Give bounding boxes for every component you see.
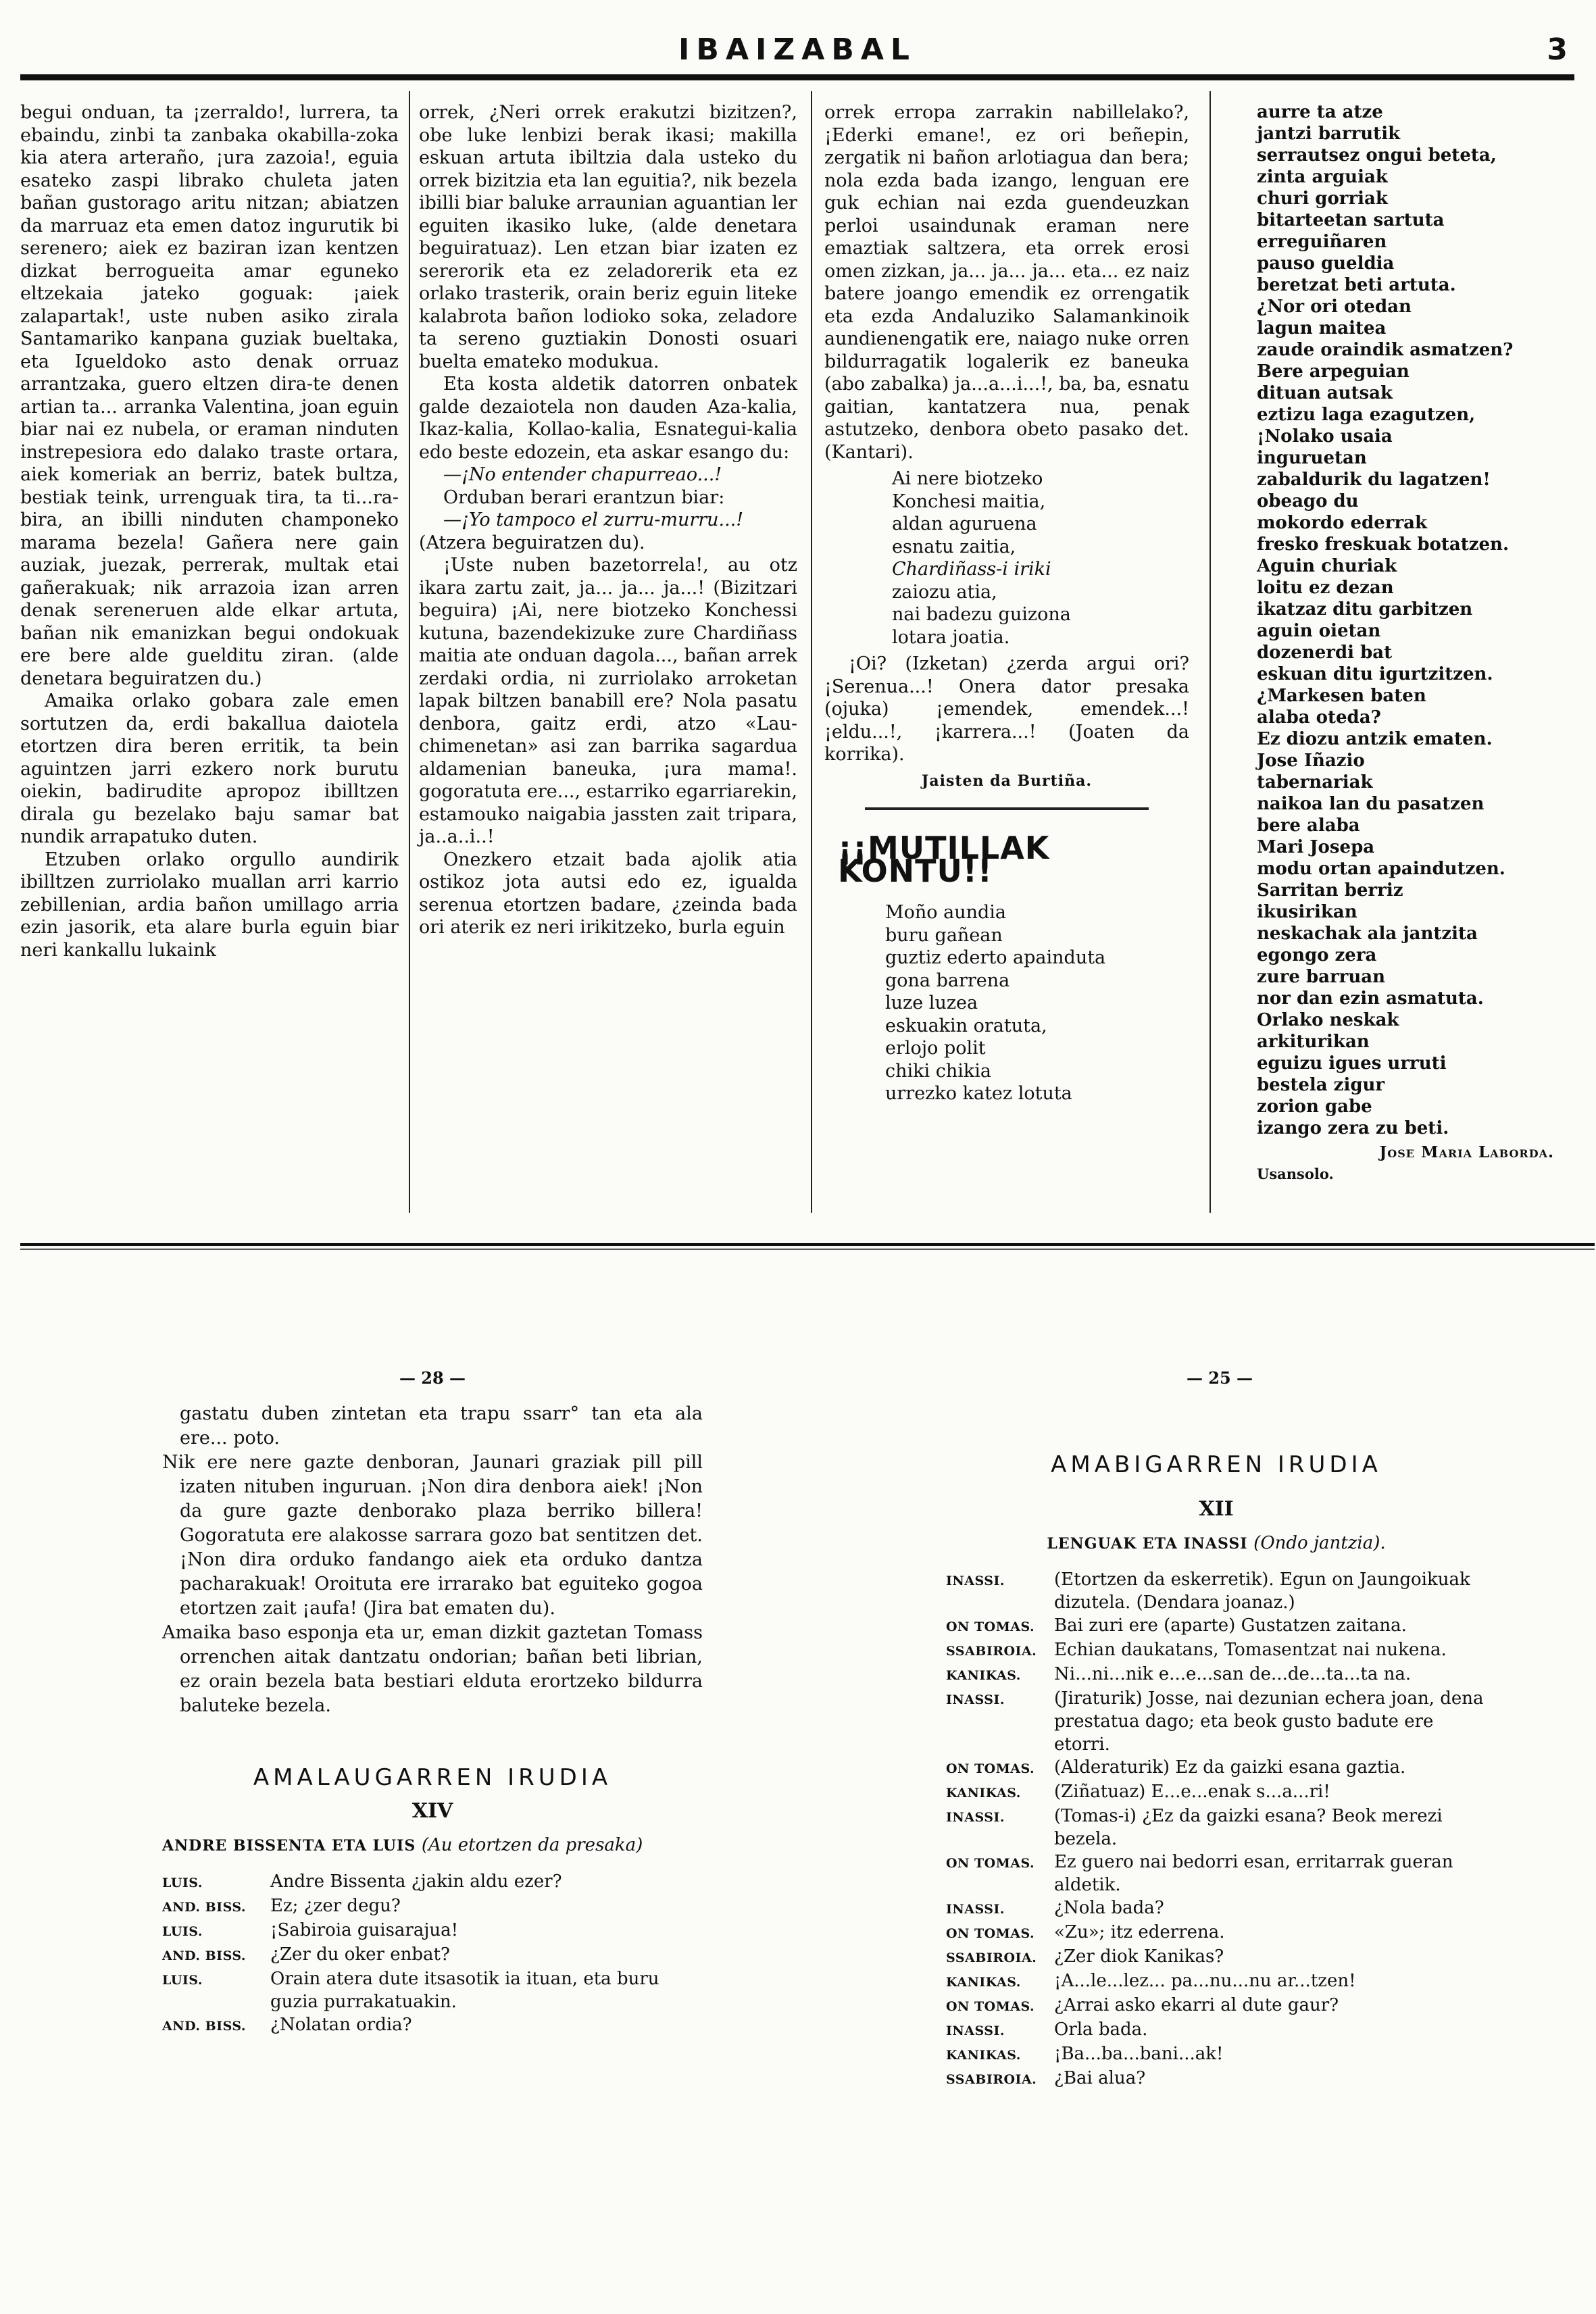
- verse-line: Mari Josepa: [1257, 837, 1375, 857]
- verse-line: alaba oteda?: [1257, 707, 1381, 728]
- verse-line: Aguin churiak: [1257, 556, 1397, 576]
- dialog-row: [946, 1896, 1487, 1921]
- speech-text: Echian daukatans, Tomasentzat nai nukena.: [1054, 1640, 1447, 1660]
- speaker-name: AND. BISS.: [162, 1900, 247, 1915]
- speaker-name: ON TOMAS.: [946, 1999, 1035, 2014]
- stage-direction: Jaisten da Burtiña.: [921, 772, 1093, 790]
- verse-line: dozenerdi bat: [1257, 643, 1393, 663]
- page-bottom-rule: [20, 1243, 1595, 1246]
- verse-line: zure barruan: [1257, 967, 1386, 987]
- dialog-row: [946, 1663, 1487, 1687]
- dialog-line: —¡Yo tampoco el zurru-murru...!: [443, 509, 744, 530]
- verse-line: lotara joatia.: [892, 626, 1010, 648]
- dialog-row: [946, 2018, 1487, 2042]
- speaker-name: SSABIROIA.: [946, 1951, 1037, 1965]
- verse-line: ikusirikan: [1257, 902, 1357, 922]
- scene-number: XII: [1199, 1497, 1234, 1521]
- speaker-name: AND. BISS.: [162, 2019, 247, 2034]
- paragraph: orrek erropa zarrakin nabillelako?, ¡Ederki emane!, ez ori beñepin, zergatik ni bañon arlotiagua dan bera; nola ezda bada izango, lenguan ere guk echian nai ezda guendeuzkan perloi usaindunak eraman nere emaztiak saltzera, eta orrek erosi omen zizkan, ja... ja... ja... eta... ez naiz batere joango emendik ez orrengatik eta ezda Andaluziko Salamankinoik aundienengatik ere, naiago nuke orren bildurragatik logalerik ez baneuka (abo zabalka) ja...a...i...!, ba, ba, esnatu gaitian, kantatzera nua, penak astutzeko, denbora obeto pasako det. (Kantari).: [824, 102, 1189, 463]
- left-page: [162, 1402, 703, 2038]
- poem-author: Jose Maria Laborda.: [1379, 1143, 1554, 1161]
- stage-note: (Ondo jantzia).: [1253, 1533, 1386, 1553]
- speaker-name: SSABIROIA.: [946, 1644, 1037, 1659]
- left-page-number: — 28 —: [399, 1368, 466, 1388]
- verse-line: tabernariak: [1257, 772, 1373, 793]
- poem-title: ¡¡MUTILLAK KONTU!!: [838, 830, 1050, 889]
- verse-line: ikatzaz ditu garbitzen: [1257, 599, 1473, 620]
- verse-line: guztiz ederto apainduta: [885, 947, 1106, 968]
- speaker-name: ON TOMAS.: [946, 1761, 1035, 1776]
- dialog-row: [946, 1851, 1487, 1896]
- paragraph: Eta kosta aldetik datorren onbatek galde dezaiotela non dauden Aza-kalia, Ikaz-kalia, Kollao-kalia, Esnategui-kalia edo beste edozein, eta askar esango du:: [419, 374, 797, 463]
- paragraph: Etzuben orlako orgullo aundirik ibilltzen zurriolako muallan arri karrio zebillenian, ardia bañon umillago arria ezin jasorik, eta alare burla eguin biar neri kankallu lukaink: [20, 849, 399, 961]
- stage-note: (Au etortzen da presaka): [421, 1835, 643, 1855]
- verse-line: Konchesi maitia,: [892, 491, 1046, 512]
- speech-text: ¿Nola bada?: [1054, 1898, 1164, 1918]
- speech-text: ¿Nolatan ordia?: [270, 2015, 412, 2035]
- verse-line: neskachak ala jantzita: [1257, 924, 1478, 944]
- speaker-name: ON TOMAS.: [946, 1619, 1035, 1634]
- paragraph: Amaika orlako gobara zale emen sortutzen da, erdi bakallua daiotela etortzen dira beren erritik, ta bein aguintzen jarri ezkero nork burutu oiekin, badirudite apropoz ibilltzen dirala gu bezelako baju samar bat nundik arrapatuko duten.: [20, 690, 399, 847]
- verse-line: beretzat beti artuta.: [1257, 275, 1456, 295]
- paragraph: Onezkero etzait bada ajolik atia ostikoz jota autsi edo ez, igualda serenua etortzen badare, ¿zeinda bada ori aterik ez neri irikitzeko, burla eguin: [419, 849, 797, 938]
- verse-line: pauso gueldia: [1257, 253, 1395, 274]
- verse-line: loitu ez dezan: [1257, 578, 1394, 598]
- speaker-name: INASSI.: [946, 1574, 1005, 1588]
- speech-text: ¿Zer diok Kanikas?: [1054, 1946, 1224, 1967]
- verse-line: Sarritan berriz: [1257, 880, 1403, 901]
- speaker-name: SSABIROIA.: [946, 2072, 1037, 2087]
- verse-line: eztizu laga ezagutzen,: [1257, 405, 1476, 425]
- paragraph: orrek, ¿Neri orrek erakutzi bizitzen?, obe luke lenbizi berak ikasi; makilla eskuan artuta ibiltzia dala usteko du orrek bizitzia eta lan eguitia?, nik bezela ibilli biar baluke arraunian aguantian ler eguiten ikasiko luke, (alde denetara beguiratuaz). Len etzan biar izaten ez sererorik eta ez zeladorerik eta ez orlako trasterik, orain beriz eguin liteke kalabrota bañon lodioko soka, zeladore ta sereno guztiakin Donosti osuari buelta emateko modukua.: [419, 102, 797, 372]
- dialog-row: [162, 1943, 703, 1967]
- speech-text: (Jiraturik) Josse, nai dezunian echera joan, dena prestatua dago; eta beok gusto badute ere etorri.: [1054, 1688, 1484, 1755]
- speaker-name: KANIKAS.: [946, 1975, 1021, 1990]
- verse-line: erlojo polit: [885, 1038, 986, 1059]
- column-divider: [1210, 91, 1211, 1213]
- verse-line: eskuakin oratuta,: [885, 1015, 1047, 1036]
- verse-line: eguizu igues urruti: [1257, 1053, 1447, 1074]
- speech-text: Ni...ni...nik e...e...san de...de...ta...ta na.: [1054, 1664, 1412, 1684]
- section-divider: [865, 807, 1149, 810]
- speaker-name: INASSI.: [946, 2023, 1005, 2038]
- dialog-row: [946, 1945, 1487, 1969]
- speaker-name: ON TOMAS.: [946, 1856, 1035, 1871]
- song-verse: [892, 468, 1189, 649]
- paragraph: Orduban berari erantzun biar:: [443, 486, 725, 508]
- dialog-table: [946, 1568, 1487, 2091]
- speaker-name: KANIKAS.: [946, 2048, 1021, 2063]
- verse-line: nai badezu guizona: [892, 604, 1071, 625]
- verse-line: churi gorriak: [1257, 188, 1388, 209]
- column-3: [824, 101, 1189, 1105]
- poem-continuation: [1257, 101, 1554, 1139]
- speech-text: Ez guero nai bedorri esan, erritarrak gueran aldetik.: [1054, 1852, 1453, 1895]
- verse-line: bestela zigur: [1257, 1075, 1385, 1095]
- dialog-row: [946, 1921, 1487, 1945]
- speaker-name: KANIKAS.: [946, 1786, 1021, 1801]
- newspaper-title: IBAIZABAL: [678, 32, 916, 67]
- speech-text: «Zu»; itz ederrena.: [1054, 1922, 1225, 1942]
- verse-line: fresko freskuak botatzen.: [1257, 534, 1510, 555]
- speaker-name: LUIS.: [162, 1876, 203, 1890]
- right-page: [946, 1453, 1487, 2091]
- paragraph: Amaika baso esponja eta ur, eman dizkit gaztetan Tomass orrenchen aitak dantzatu ondorian; bañan beti librian, ez orain bezela bata bestiari elduta erortzeko bildurra baluteke bezela.: [162, 1622, 703, 1716]
- verse-line: modu ortan apaindutzen.: [1257, 859, 1505, 879]
- dialog-row: [162, 1894, 703, 1919]
- stage-heading: [946, 1531, 1487, 1556]
- verse-line: luze luzea: [885, 992, 978, 1013]
- page-bottom-rule-thin: [20, 1249, 1595, 1250]
- paragraph: gastatu duben zintetan eta trapu ssarr° tan eta ala ere... poto.: [180, 1403, 703, 1449]
- dialog-row: [162, 1870, 703, 1894]
- dialog-row: [946, 1638, 1487, 1663]
- paragraph: begui onduan, ta ¡zerraldo!, lurrera, ta ebaindu, zinbi ta zanbaka okabilla-zoka kia atera arteraño, ¡ura zazoia!, eguia esateko zaspi librako chuleta jaten bañan gustorago aritu nitzan; abiatzen da marruaz eta emen datoz ingurutik bi serenero; aiek ez baziran izan kentzen dizkat berrogueita amar eguneko eltzekaia jateko goguak: ¡aiek zalapartak!, uste nuben asiko zirala Santamariko kanpana guziak bueltaka, eta Igueldoko asto denak orruaz arrantzaka, guero eltzen dira-te denen artian ta... arranka Valentina, joan eguin biar nai ez nubela, or eraman ninduten instrepesiora edo dalako traste ortara, aiek komeriak an berriz, batek bultza, bestiak teink, urrenguak tira, ta ti...ra-bira, an ibilli ninduten champoneko marama bezela! Gañera nere gain auziak, juezak, perrerak, multak etai gañerakuak; nik arrazoia izan arren denak sereneruen alde elkar artuta, bañan nik emanizkan begui ondokuak ere bere alde guelditu ziran. (alde denetara beguiratzen du.): [20, 102, 399, 689]
- scene-number: XIV: [412, 1799, 453, 1823]
- poem-body: [885, 901, 1189, 1105]
- paragraph: Nik ere nere gazte denboran, Jaunari graziak pill pill izaten nituben inguruan. ¡Non dira denbora aiek! ¡Non da gure gazte denborako plaza berriko billera! Gogoratuta ere alakosse sarrara gozo bat sentitzen det. ¡Non dira orduko fandango aiek eta orduko dantza pacharakuak! Oroituta ere irrarako bat eguiteko gogoa etortzen zait ¡aufa! (Jira bat ematen du).: [162, 1452, 703, 1619]
- verse-line: eskuan ditu igurtzitzen.: [1257, 664, 1493, 684]
- verse-line: arkiturikan: [1257, 1032, 1370, 1052]
- verse-line: Bere arpeguian: [1257, 361, 1410, 382]
- verse-line: serrautsez ongui beteta,: [1257, 145, 1497, 166]
- verse-line: zaiozu atia,: [892, 581, 997, 603]
- verse-line: bitarteetan sartuta: [1257, 210, 1445, 230]
- speaker-name: INASSI.: [946, 1692, 1005, 1707]
- verse-line: Orlako neskak: [1257, 1010, 1399, 1030]
- dialog-table: [162, 1870, 703, 2038]
- dialog-row: [946, 1969, 1487, 1994]
- header-rule: [20, 74, 1574, 80]
- page-number: 3: [1547, 32, 1568, 67]
- verse-line: nor dan ezin asmatuta.: [1257, 988, 1484, 1009]
- paragraph: (Atzera beguiratzen du).: [419, 532, 645, 553]
- speaker-name: ON TOMAS.: [946, 1926, 1035, 1941]
- speech-text: ¿Bai alua?: [1054, 2068, 1146, 2088]
- verse-line: zorion gabe: [1257, 1097, 1372, 1117]
- speech-text: Andre Bissenta ¿jakin aldu ezer?: [270, 1871, 562, 1892]
- verse-line: gona barrena: [885, 970, 1010, 991]
- verse-line: zinta arguiak: [1257, 167, 1388, 187]
- dialog-row: [946, 1687, 1487, 1756]
- verse-line: buru gañean: [885, 924, 1003, 946]
- dialog-row: [946, 1805, 1487, 1851]
- page-header: [20, 32, 1574, 73]
- verse-line: naikoa lan du pasatzen: [1257, 794, 1485, 814]
- verse-line: esnatu zaitia,: [892, 536, 1016, 557]
- verse-line: izango zera zu beti.: [1257, 1118, 1449, 1138]
- verse-line: Chardiñass-i iriki: [892, 559, 1051, 580]
- verse-line: lagun maitea: [1257, 318, 1387, 338]
- right-page-number: — 25 —: [1186, 1368, 1253, 1388]
- paragraph: ¡Uste nuben bazetorrela!, au otz ikara zartu zait, ja... ja... ja...! (Bizitzari beguira) ¡Ai, nere biotzeko Konchessi kutuna, bazendekizuke zure Chardiñass maitia ate onduan dagola..., bañan arrek zerdaki ordia, ni zurriolako arroketan lapak biltzen banabill ere? Nola pasatu denbora, gaitz erdi, atzo «Lau-chimenetan» asi zan barrika sagardua aldamenian baneuka, ¡ura mama!. gogoratuta ere..., estarriko egarriarekin, estamouko naigabia jassten zait tripara, ja..a..i..!: [419, 555, 797, 847]
- verse-line: jantzi barrutik: [1257, 124, 1401, 144]
- paragraph: ¡Oi? (Izketan) ¿zerda argui ori? ¡Serenua...! Onera dator presaka (ojuka) ¡emendek, emendek...! ¡eldu...!, ¡karrera...! (Joaten da korrika).: [824, 653, 1189, 765]
- column-1: [20, 101, 399, 961]
- speech-text: Orain atera dute itsasotik ia ituan, eta buru guzia purrakatuakin.: [270, 1969, 659, 2012]
- verse-line: erreguiñaren: [1257, 232, 1387, 252]
- dialog-row: [946, 1614, 1487, 1638]
- verse-line: egongo zera: [1257, 945, 1377, 965]
- stage-characters: LENGUAK ETA INASSI: [1047, 1535, 1248, 1553]
- verse-line: aguin oietan: [1257, 621, 1381, 641]
- speech-text: ¡A...le...lez... pa...nu...nu ar...tzen!: [1054, 1971, 1356, 1991]
- speech-text: Ez; ¿zer degu?: [270, 1896, 401, 1916]
- column-4: [1257, 101, 1554, 1185]
- speech-text: (Tomas-i) ¿Ez da gaizki esana? Beok merezi bezela.: [1054, 1806, 1443, 1849]
- stage-characters: ANDRE BISSENTA ETA LUIS: [162, 1837, 416, 1855]
- speech-text: (Ziñatuaz) E...e...enak s...a...ri!: [1054, 1782, 1330, 1802]
- stage-heading: [162, 1833, 703, 1858]
- speech-text: ¿Arrai asko ekarri al dute gaur?: [1054, 1995, 1339, 2015]
- speech-text: ¿Zer du oker enbat?: [270, 1944, 450, 1965]
- speaker-name: INASSI.: [946, 1810, 1005, 1825]
- verse-line: bere alaba: [1257, 815, 1360, 836]
- verse-line: Ez diozu antzik ematen.: [1257, 729, 1493, 749]
- verse-line: obeago du: [1257, 491, 1359, 511]
- speech-text: (Etortzen da eskerretik). Egun on Jaungoikuak dizutela. (Dendara joanaz.): [1054, 1569, 1470, 1613]
- verse-line: dituan autsak: [1257, 383, 1393, 403]
- speech-text: (Alderaturik) Ez da gaizki esana gaztia.: [1054, 1757, 1406, 1778]
- dialog-row: [162, 2013, 703, 2038]
- dialog-row: [946, 1756, 1487, 1780]
- column-divider: [409, 91, 410, 1213]
- dialog-row: [946, 1780, 1487, 1805]
- verse-line: ¡Nolako usaia: [1257, 426, 1393, 447]
- speaker-name: INASSI.: [946, 1902, 1005, 1917]
- dialog-row: [162, 1967, 703, 2013]
- dialog-line: —¡No entender chapurreao...!: [443, 464, 722, 485]
- dialog-row: [946, 1994, 1487, 2018]
- verse-line: zaude oraindik asmatzen?: [1257, 340, 1514, 360]
- verse-line: ¿Markesen baten: [1257, 686, 1426, 706]
- author-place: Usansolo.: [1257, 1165, 1334, 1182]
- verse-line: Jose Iñazio: [1257, 751, 1365, 771]
- dialog-row: [946, 2067, 1487, 2091]
- speaker-name: LUIS.: [162, 1924, 203, 1939]
- verse-line: inguruetan: [1257, 448, 1367, 468]
- dialog-row: [162, 1919, 703, 1943]
- scene-title: AMALAUGARREN IRUDIA: [253, 1764, 612, 1791]
- speech-text: ¡Ba...ba...bani...ak!: [1054, 2044, 1224, 2064]
- verse-line: aldan aguruena: [892, 513, 1037, 534]
- dialog-row: [946, 1568, 1487, 1614]
- speech-text: ¡Sabiroia guisarajua!: [270, 1920, 459, 1940]
- scene-title: AMABIGARREN IRUDIA: [1051, 1451, 1382, 1478]
- verse-line: urrezko katez lotuta: [885, 1083, 1072, 1104]
- speaker-name: LUIS.: [162, 1973, 203, 1988]
- verse-line: Moño aundia: [885, 902, 1007, 923]
- column-2: [419, 101, 797, 939]
- verse-line: mokordo ederrak: [1257, 513, 1428, 533]
- verse-line: ¿Nor ori otedan: [1257, 297, 1412, 317]
- speaker-name: KANIKAS.: [946, 1668, 1021, 1683]
- column-divider: [811, 91, 812, 1213]
- speech-text: Orla bada.: [1054, 2019, 1148, 2040]
- dialog-row: [946, 2042, 1487, 2067]
- speech-text: Bai zuri ere (aparte) Gustatzen zaitana.: [1054, 1615, 1407, 1636]
- verse-line: aurre ta atze: [1257, 102, 1383, 122]
- verse-line: chiki chikia: [885, 1060, 991, 1082]
- verse-line: zabaldurik du lagatzen!: [1257, 470, 1491, 490]
- speaker-name: AND. BISS.: [162, 1948, 247, 1963]
- verse-line: Ai nere biotzeko: [892, 468, 1043, 489]
